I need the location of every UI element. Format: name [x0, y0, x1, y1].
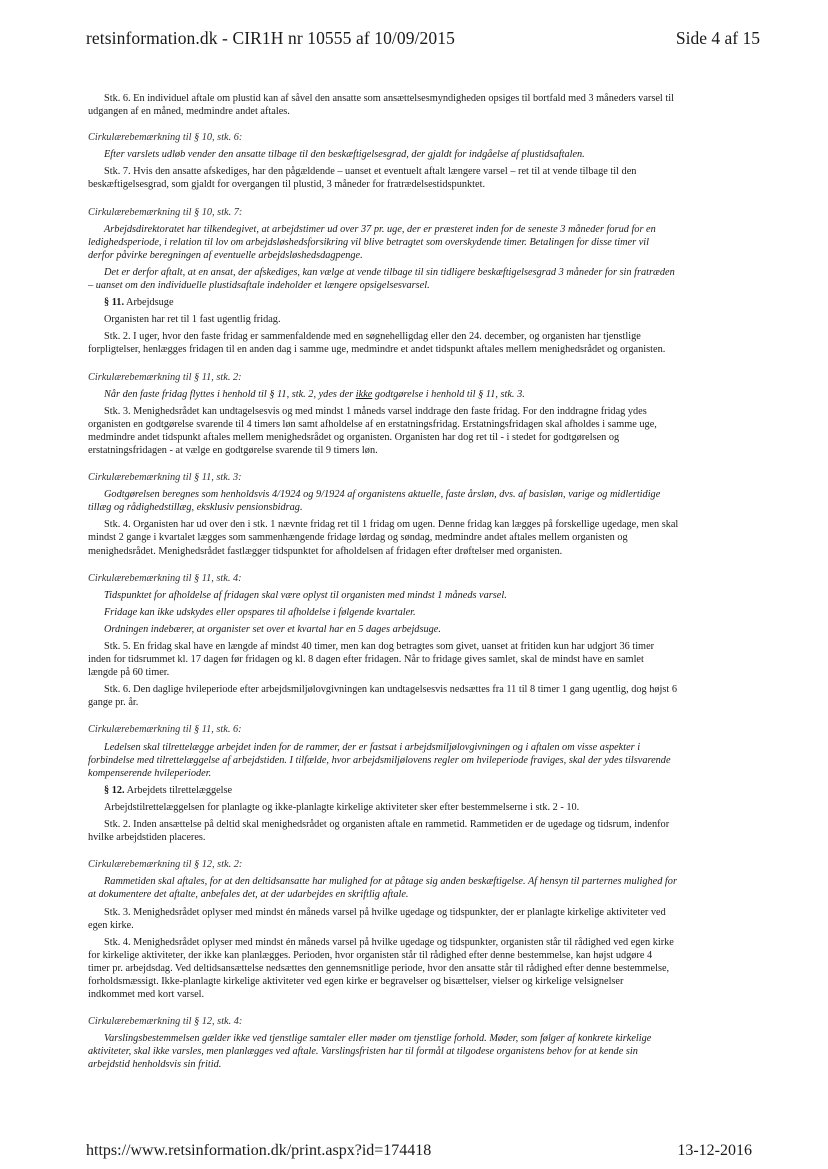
paragraph: Stk. 4. Menighedsrådet oplyser med mindst én måneds varsel på hvilke ugedage og tidspunkter, organisten står til rådighed ved egen kirke for kirkelige aktiviteter, der ikke kan planlægges. Perioden, hvor organisten står til rådighed efter denne bestemmelse, kan højst udgøre 4 timer pr. arbejdsdag. Ved deltidsansættelse nedsættes den gennemsnitlige periode, hvor den ansatte står til rådighed efter denne bestemmelse, forholdsmæssigt. Ikke-planlagte kirkelige aktiviteter ved egen kirke er begravelser og bisættelser, vielser og kirkelige velsignelser indkommet med kort varsel. [88, 936, 674, 1001]
document-body [88, 92, 752, 1072]
paragraph: Stk. 2. I uger, hvor den faste fridag er sammenfaldende med en søgnehelligdag eller den 24. december, og organisten har tjenstlige forpligtelser, henlægges fridagen til en anden dag i samme uge, medmindre et andet tidspunkt aftales mellem menighedsrådet og organisten. [88, 331, 666, 356]
paragraph: Stk. 7. Hvis den ansatte afskediges, har den pågældende – uanset et eventuelt aftalt længere varsel – ret til at vende tilbage til den beskæftigelsesgrad, som gjaldt for overgangen til plustid, 3 måneder for fratrædelsestidspunktet. [88, 166, 637, 191]
circular-remark-heading: Cirkulærebemærkning til § 12, stk. 2: [88, 859, 243, 871]
paragraph: Stk. 3. Menighedsrådet kan undtagelsesvis og med mindst 1 måneds varsel inddrage den faste fridag. For den inddragne fridag ydes organisten en godtgørelse svarende til 4 timers løn samt afholdelse af en erstatningsfridag. Erstatningsfridagen skal afholdes i samme uge, medmindre andet tidspunkt aftales mellem menighedsrådet og organisten. Organisten har dog ret til - i stedet for godtgørelsen og erstatningsfridagen - at vælge en godtgørelse svarende til 9 timers løn. [88, 405, 657, 456]
circular-remark: Ordningen indebærer, at organister set over et kvartal har en 5 dages arbejdsuge. [104, 623, 441, 635]
underlined-word: ikke [355, 388, 373, 400]
paragraph: Stk. 2. Inden ansættelse på deltid skal menighedsrådet og organisten aftale en rammetid. Rammetiden er de ugedage og tidsrum, indenfor hvilke arbejdstiden placeres. [88, 819, 670, 844]
circular-remark-heading: Cirkulærebemærkning til § 12, stk. 4: [88, 1016, 243, 1028]
source-url[interactable]: https://www.retsinformation.dk/print.aspx?id=174418 [86, 1142, 432, 1159]
document-title: retsinformation.dk - CIR1H nr 10555 af 10/09/2015 [86, 28, 455, 48]
paragraph: Organisten har ret til 1 fast ugentlig fridag. [104, 314, 281, 326]
remark-text: Når den faste fridag flyttes i henhold til § 11, stk. 2, ydes der [104, 388, 356, 400]
circular-remark: Varslingsbestemmelsen gælder ikke ved tjenstlige samtaler eller møder om tjenstlige forhold. Møder, som følger af konkrete kirkelige aktiviteter, skal ikke varsles, men planlægges ved aftale. Varslingsfristen har til formål at tilgodese organistens behov for at kende sin arbejdstid henholdsvis sin fritid. [88, 1033, 652, 1071]
paragraph: Stk. 6. En individuel aftale om plustid kan af såvel den ansatte som ansættelsesmyndigheden opsiges til bortfald med 3 måneders varsel til udgangen af en måned, medmindre andet aftales. [88, 93, 674, 118]
circular-remark: Ledelsen skal tilrettelægge arbejdet inden for de rammer, der er fastsat i arbejdsmiljølovgivningen og i aftalen om visse aspekter i forbindelse med tilrettelæggelse af arbejdstiden. I tilfælde, hvor arbejdsmiljølovens regler om hvileperiode fraviges, skal der ydes tilsvarende kompenserende hvileperioder. [88, 741, 671, 779]
section-heading [88, 784, 752, 797]
circular-remark: Arbejdsdirektoratet har tilkendegivet, at arbejdstimer ud over 37 pr. uge, der er præsteret inden for de seneste 3 måneder forud for en ledighedsperiode, i relation til lov om arbejdsløshedsforsikring vil blive betragtet som overskydende timer. Betalingen for disse timer vil derfor påvirke beregningen af eventuelle arbejdsløshedsdagpenge. [88, 223, 656, 261]
page-footer [86, 1142, 752, 1164]
circular-remark-heading: Cirkulærebemærkning til § 11, stk. 6: [88, 724, 242, 736]
section-number: § 12. [104, 784, 125, 796]
section-title: Arbejdsuge [126, 297, 174, 309]
section-number: § 11. [104, 297, 125, 309]
circular-remark [88, 388, 752, 401]
paragraph: Stk. 4. Organisten har ud over den i stk. 1 nævnte fridag ret til 1 fridag om ugen. Denne fridag kan lægges på forskellige ugedage, men skal mindst 2 gange i kvartalet lægges som sammenhængende fridage lørdag og søndag, medmindre andet aftales mellem organisten og menighedsrådet. Menighedsrådet fastlægger tidspunktet for afholdelsen af fridagen efter drøftelser med organisten. [88, 519, 679, 557]
paragraph: Stk. 3. Menighedsrådet oplyser med mindst én måneds varsel på hvilke ugedage og tidspunkter, der er planlagte kirkelige aktiviteter ved egen kirke. [88, 906, 666, 931]
circular-remark: Efter varslets udløb vender den ansatte tilbage til den beskæftigelsesgrad, der gjaldt for indgåelse af plustidsaftalen. [104, 149, 585, 161]
paragraph: Arbejdstilrettelæggelsen for planlagte og ikke-planlagte kirkelige aktiviteter sker efter bestemmelserne i stk. 2 - 10. [104, 801, 580, 813]
circular-remark-heading: Cirkulærebemærkning til § 11, stk. 2: [88, 371, 242, 383]
print-date: 13-12-2016 [677, 1142, 752, 1159]
circular-remark-heading: Cirkulærebemærkning til § 11, stk. 3: [88, 472, 242, 484]
circular-remark-heading: Cirkulærebemærkning til § 10, stk. 6: [88, 132, 243, 144]
page-header [86, 28, 760, 54]
section-title: Arbejdets tilrettelæggelse [126, 784, 233, 796]
circular-remark: Rammetiden skal aftales, for at den deltidsansatte har mulighed for at påtage sig anden beskæftigelse. Af hensyn til parternes mulighed for at dokumentere det aftalte, anbefales det, at der udarbejdes en skriftlig aftale. [88, 876, 677, 901]
paragraph: Stk. 6. Den daglige hvileperiode efter arbejdsmiljølovgivningen kan undtagelsesvis nedsættes fra 11 til 8 timer 1 gang ugentlig, dog højst 6 gange pr. år. [88, 684, 677, 709]
section-heading [88, 296, 752, 309]
remark-text: godtgørelse i henhold til § 11, stk. 3. [372, 388, 525, 400]
paragraph: Stk. 5. En fridag skal have en længde af mindst 40 timer, men kan dog betragtes som givet, uanset at fritiden kun har udgjort 36 timer inden for tidsrummet kl. 17 dagen før fridagen og kl. 8 dagen efter fridagen. Når to fridage gives samlet, skal de mindst have en samlet længde på 60 timer. [88, 641, 655, 679]
circular-remark: Fridage kan ikke udskydes eller opspares til afholdelse i følgende kvartaler. [104, 606, 416, 618]
circular-remark: Det er derfor aftalt, at en ansat, der afskediges, kan vælge at vende tilbage til sin tidligere beskæftigelsesgrad 3 måneder for sin fratræden – uanset om den individuelle plustidsaftale indeholder et længere opsigelsesvarsel. [88, 266, 675, 292]
circular-remark: Tidspunktet for afholdelse af fridagen skal være oplyst til organisten med mindst 1 måneds varsel. [104, 589, 507, 601]
circular-remark-heading: Cirkulærebemærkning til § 11, stk. 4: [88, 572, 242, 584]
circular-remark-heading: Cirkulærebemærkning til § 10, stk. 7: [88, 206, 243, 218]
circular-remark: Godtgørelsen beregnes som henholdsvis 4/1924 og 9/1924 af organistens aktuelle, faste årsløn, dvs. af basisløn, varige og midlertidige tillæg og rådighedstillæg, eksklusiv pensionsbidrag. [88, 489, 661, 514]
page-number: Side 4 af 15 [675, 28, 760, 48]
